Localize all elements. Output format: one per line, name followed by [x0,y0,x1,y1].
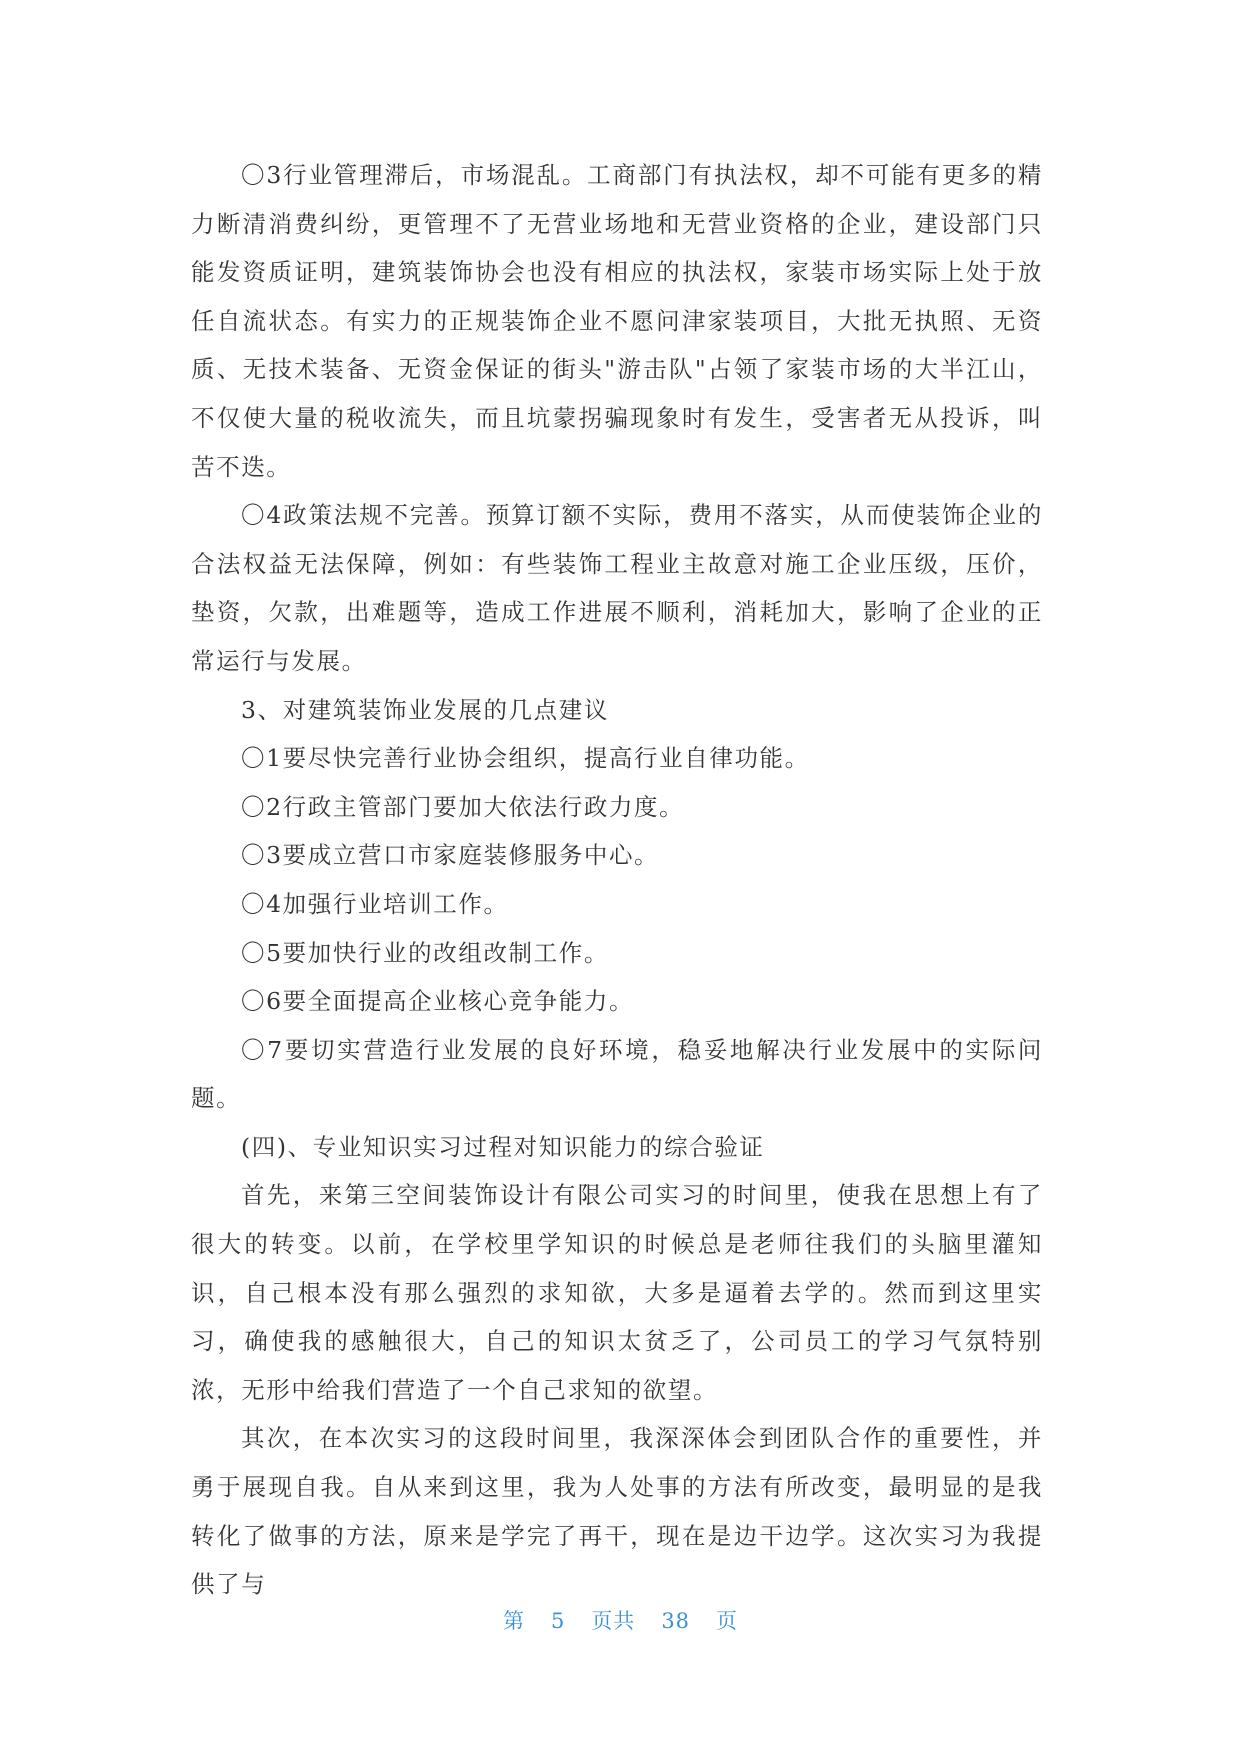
list-item-suggestion-3: 〇3要成立营口市家庭装修服务中心。 [241,841,660,870]
footer-suffix: 页 [716,1609,739,1633]
footer-total-pages: 38 [661,1609,691,1633]
list-item-suggestion-2: 〇2行政主管部门要加大依法行政力度。 [241,792,685,821]
list-item-suggestion-4: 〇4加强行业培训工作。 [241,889,509,918]
list-item-suggestion-1: 〇1要尽快完善行业协会组织，提高行业自律功能。 [241,744,810,773]
footer-page-number: 5 [550,1609,566,1633]
paragraph-second: 其次，在本次实习的这段时间里，我深深体会到团队合作的重要性，并勇于展现自我。自从来到这里，我为人处事的方法有所改变，最明显的是我转化了做事的方法，原来是学完了再干，现在是边干边学。这次实习为我提供了与 [191,1424,1043,1599]
section-heading-suggestions: 3、对建筑装饰业发展的几点建议 [241,695,609,724]
paragraph-policy-regulations: 〇4政策法规不完善。预算订额不实际，费用不落实，从而使装饰企业的合法权益无法保障，例如：有些装饰工程业主故意对施工企业压级，压价，垫资，欠款，出难题等，造成工作进展不顺利，消耗加大，影响了企业的正常运行与发展。 [191,501,1043,675]
page-footer [0,1605,1241,1635]
paragraph-industry-management: 〇3行业管理滞后，市场混乱。工商部门有执法权，却不可能有更多的精力断清消费纠纷，更管理不了无营业场地和无营业资格的企业，建设部门只能发资质证明，建筑装饰协会也没有相应的执法权，家装市场实际上处于放任自流状态。有实力的正规装饰企业不愿问津家装项目，大批无执照、无资质、无技术装备、无资金保证的街头"游击队"占领了家装市场的大半江山，不仅使大量的税收流失，而且坑蒙拐骗现象时有发生，受害者无从投诉，叫苦不迭。 [191,161,1043,481]
paragraph-first: 首先，来第三空间装饰设计有限公司实习的时间里，使我在思想上有了很大的转变。以前，在学校里学知识的时候总是老师往我们的头脑里灌知识，自己根本没有那么强烈的求知欲，大多是逼着去学的。然而到这里实习，确使我的感触很大，自己的知识太贫乏了，公司员工的学习气氛特别浓，无形中给我们营造了一个自己求知的欲望。 [191,1181,1043,1404]
footer-prefix: 第 [502,1609,525,1633]
footer-middle: 页共 [591,1609,636,1633]
document-body [191,151,1043,1609]
section-heading-knowledge-verification: (四)、专业知识实习过程对知识能力的综合验证 [241,1132,765,1161]
list-item-suggestion-5: 〇5要加快行业的改组改制工作。 [241,938,609,967]
list-item-suggestion-6: 〇6要全面提高企业核心竞争能力。 [241,987,635,1016]
list-item-suggestion-7: 〇7要切实营造行业发展的良好环境，稳妥地解决行业发展中的实际问题。 [191,1035,1043,1113]
